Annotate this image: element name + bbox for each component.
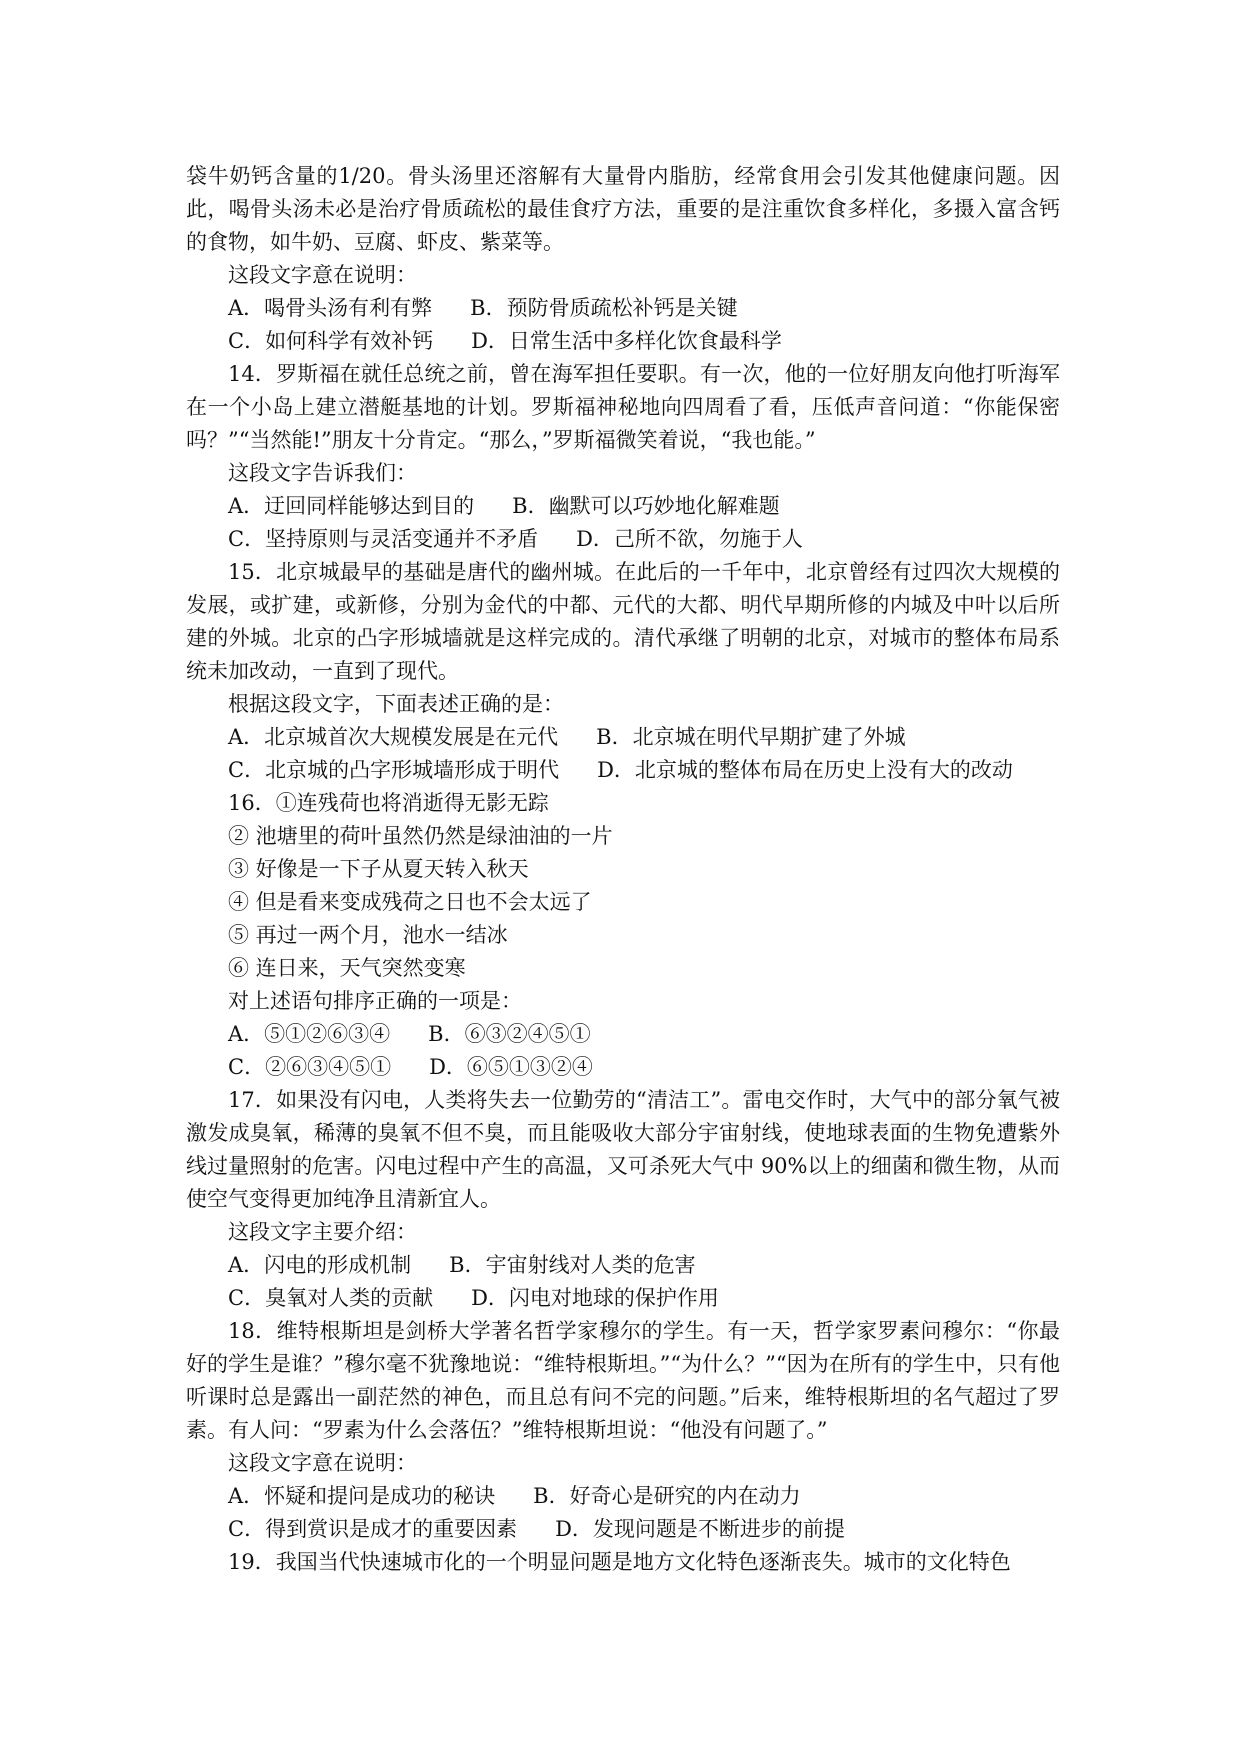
- option-a[interactable]: A．⑤①②⑥③④: [228, 1022, 391, 1046]
- option-row: [186, 721, 1060, 754]
- option-row: [186, 1249, 1060, 1282]
- option-row: [186, 490, 1060, 523]
- option-b[interactable]: B．好奇心是研究的内在动力: [533, 1484, 801, 1508]
- option-a[interactable]: A．喝骨头汤有利有弊: [228, 296, 433, 320]
- option-d[interactable]: D．日常生活中多样化饮食最科学: [471, 329, 782, 353]
- option-row: [186, 325, 1060, 358]
- option-a[interactable]: A．怀疑和提问是成功的秘诀: [228, 1484, 496, 1508]
- question-prompt: 对上述语句排序正确的一项是：: [228, 989, 522, 1013]
- option-c[interactable]: C．得到赏识是成才的重要因素: [228, 1517, 518, 1541]
- option-d[interactable]: D．发现问题是不断进步的前提: [555, 1517, 845, 1541]
- option-row: [186, 1513, 1060, 1546]
- sentence-item: ② 池塘里的荷叶虽然仍然是绿油油的一片: [228, 824, 613, 848]
- option-c[interactable]: C．北京城的凸字形城墙形成于明代: [228, 758, 560, 782]
- option-c[interactable]: C．臭氧对人类的贡献: [228, 1286, 434, 1310]
- question-prompt: 这段文字意在说明：: [228, 263, 417, 287]
- question-stem: 15．北京城最早的基础是唐代的幽州城。在此后的一千年中，北京曾经有过四次大规模的发展，或扩建，或新修，分别为金代的中都、元代的大都、明代早期所修的内城及中叶以后所建的外城。北京的凸字形城墙就是这样完成的。清代承继了明朝的北京，对城市的整体布局系统未加改动，一直到了现代。: [186, 560, 1060, 683]
- option-c[interactable]: C．如何科学有效补钙: [228, 329, 434, 353]
- question-stem: 17．如果没有闪电，人类将失去一位勤劳的“清洁工”。雷电交作时，大气中的部分氧气被激发成臭氧，稀薄的臭氧不但不臭，而且能吸收大部分宇宙射线，使地球表面的生物免遭紫外线过量照射的危害。闪电过程中产生的高温，又可杀死大气中 90%以上的细菌和微生物，从而使空气变得更加纯净且清新宜人。: [186, 1088, 1060, 1211]
- question-prompt: 这段文字告诉我们：: [228, 461, 417, 485]
- question-stem: 19．我国当代快速城市化的一个明显问题是地方文化特色逐渐丧失。城市的文化特色: [228, 1550, 1011, 1574]
- option-d[interactable]: D．己所不欲，勿施于人: [576, 527, 803, 551]
- option-b[interactable]: B．预防骨质疏松补钙是关键: [470, 296, 738, 320]
- question-stem: 16．①连残荷也将消逝得无影无踪: [228, 791, 549, 815]
- question-prompt: 这段文字意在说明：: [228, 1451, 417, 1475]
- option-a[interactable]: A．迂回同样能够达到目的: [228, 494, 475, 518]
- option-row: [186, 1051, 1060, 1084]
- option-a[interactable]: A．北京城首次大规模发展是在元代: [228, 725, 559, 749]
- option-row: [186, 523, 1060, 556]
- question-stem: 14．罗斯福在就任总统之前，曾在海军担任要职。有一次，他的一位好朋友向他打听海军在一个小岛上建立潜艇基地的计划。罗斯福神秘地向四周看了看，压低声音问道：“你能保密吗？”“当然能!”朋友十分肯定。“那么，”罗斯福微笑着说，“我也能。”: [186, 362, 1060, 452]
- question-prompt: 根据这段文字，下面表述正确的是：: [228, 692, 564, 716]
- option-c[interactable]: C．坚持原则与灵活变通并不矛盾: [228, 527, 539, 551]
- sentence-item: ⑤ 再过一两个月，池水一结冰: [228, 923, 508, 947]
- passage-text: 袋牛奶钙含量的1/20。骨头汤里还溶解有大量骨内脂肪，经常食用会引发其他健康问题。因此，喝骨头汤未必是治疗骨质疏松的最佳食疗方法，重要的是注重饮食多样化，多摄入富含钙的食物，如牛奶、豆腐、虾皮、紫菜等。: [186, 164, 1060, 254]
- question-prompt: 这段文字主要介绍：: [228, 1220, 417, 1244]
- question-stem: 18．维特根斯坦是剑桥大学著名哲学家穆尔的学生。有一天，哲学家罗素问穆尔：“你最好的学生是谁？”穆尔毫不犹豫地说：“维特根斯坦。”“为什么？”“因为在所有的学生中，只有他听课时总是露出一副茫然的神色，而且总有问不完的问题。”后来，维特根斯坦的名气超过了罗素。有人问：“罗素为什么会落伍？”维特根斯坦说：“他没有问题了。”: [186, 1319, 1060, 1442]
- option-d[interactable]: D．闪电对地球的保护作用: [471, 1286, 719, 1310]
- option-d[interactable]: D．北京城的整体布局在历史上没有大的改动: [597, 758, 1013, 782]
- option-b[interactable]: B．幽默可以巧妙地化解难题: [512, 494, 780, 518]
- option-b[interactable]: B．宇宙射线对人类的危害: [449, 1253, 696, 1277]
- option-row: [186, 1282, 1060, 1315]
- option-c[interactable]: C．②⑥③④⑤①: [228, 1055, 392, 1079]
- option-row: [186, 292, 1060, 325]
- option-b[interactable]: B．北京城在明代早期扩建了外城: [596, 725, 906, 749]
- option-d[interactable]: D．⑥⑤①③②④: [429, 1055, 593, 1079]
- sentence-item: ③ 好像是一下子从夏天转入秋天: [228, 857, 529, 881]
- option-b[interactable]: B．⑥③②④⑤①: [428, 1022, 591, 1046]
- page-content: [186, 160, 1060, 1579]
- option-row: [186, 754, 1060, 787]
- option-row: [186, 1018, 1060, 1051]
- sentence-item: ④ 但是看来变成残荷之日也不会太远了: [228, 890, 592, 914]
- option-a[interactable]: A．闪电的形成机制: [228, 1253, 412, 1277]
- sentence-item: ⑥ 连日来，天气突然变寒: [228, 956, 466, 980]
- option-row: [186, 1480, 1060, 1513]
